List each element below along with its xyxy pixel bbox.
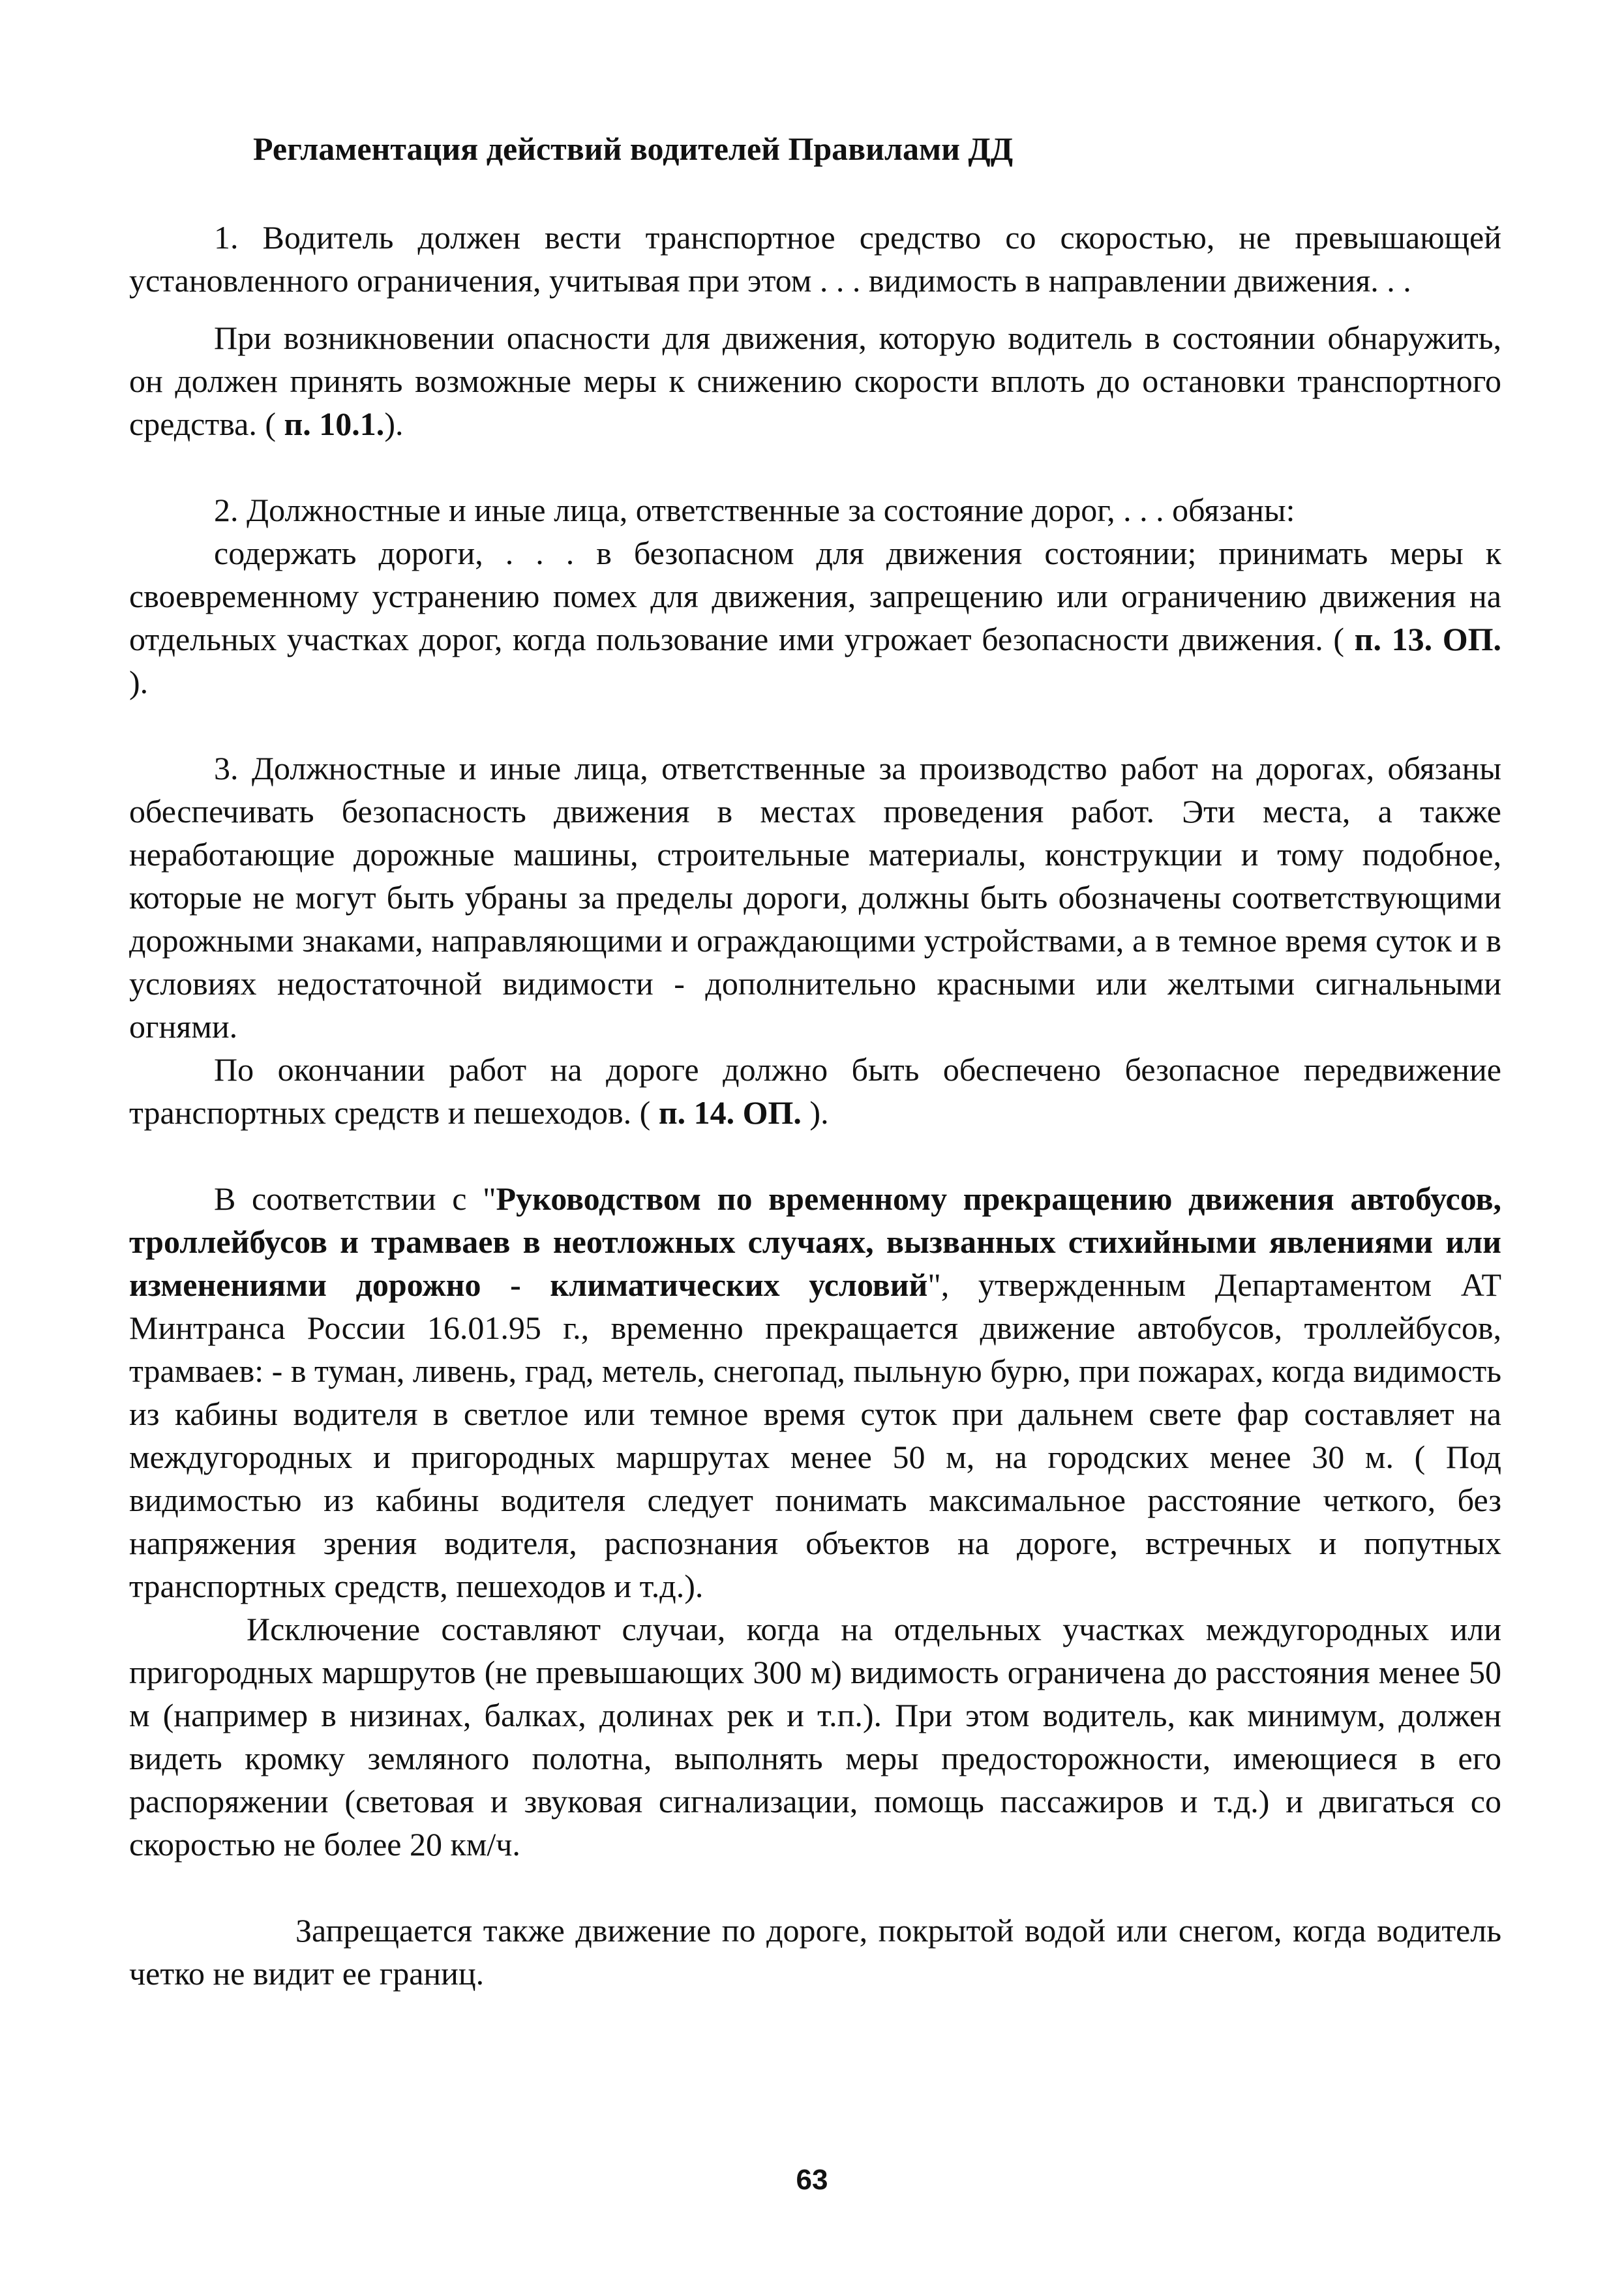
final-paragraph: Запрещается также движение по дороге, покрытой водой или снегом, когда водитель четко не видит ее границ. [129, 1912, 1501, 1992]
item-2-text: содержать дороги, . . . в безопасном для движения состоянии; принимать меры к своевременному устранению помех для движения, запрещению или ограничению движения на отдельных участках дорог, когда пользование ими угрожает безопасности движения. ( [129, 535, 1501, 657]
item-2-paragraph [129, 532, 1501, 704]
item-1-reference-end: ). [384, 406, 404, 442]
item-2-reference-end: ). [129, 664, 149, 700]
document-body [129, 127, 1501, 1995]
item-3-completion-text: По окончании работ на дороге должно быть обеспечено безопасное передвижение транспортных средств и пешеходов. ( [129, 1051, 1501, 1131]
item-1-danger-paragraph [129, 316, 1501, 445]
item-1-paragraph: 1. Водитель должен вести транспортное средство со скоростью, не превышающей установленного ограничения, учитывая при этом . . . видимость в направлении движения. . . [129, 219, 1501, 299]
item-3-paragraph: 3. Должностные и иные лица, ответственные за производство работ на дорогах, обязаны обеспечивать безопасность движения в местах проведения работ. Эти места, а также неработающие дорожные машины, строительные материалы, конструкции и тому подобное, которые не могут быть убраны за пределы дороги, должны быть обозначены соответствующими дорожными знаками, направляющими и ограждающими устройствами, а в темное время суток и в условиях недостаточной видимости - дополнительно красными или желтыми сигнальными огнями. [129, 750, 1501, 1045]
page-number: 63 [796, 2164, 828, 2196]
guide-lead: В соответствии с " [214, 1180, 496, 1217]
guide-title: Руководством по временному прекращению движения автобусов, троллейбусов и трамваев в неотложных случаях, вызванных стихийными явлениями или изменениями дорожно - климатических условий [129, 1180, 1501, 1303]
item-1-danger-text: При возникновении опасности для движения, которую водитель в состоянии обнаружить, он должен принять возможные меры к снижению скорости вплоть до остановки транспортного средства. ( [129, 320, 1501, 442]
item-3-reference-end: ). [801, 1094, 829, 1131]
item-3-reference: п. 14. ОП. [658, 1094, 802, 1131]
guide-text: ", утвержденным Департаментом АТ Минтранса России 16.01.95 г., временно прекращается движение автобусов, троллейбусов, трамваев: - в туман, ливень, град, метель, снегопад, пыльную бурю, при пожарах, когда видимость из кабины водителя в светлое или темное время суток при дальнем свете фар составляет на междугородных и пригородных маршрутах менее 50 м, на городских менее 30 м. ( Под видимостью из кабины водителя следует понимать максимальное расстояние четкого, без напряжения зрения водителя, распознания объектов на дороге, встречных и попутных транспортных средств, пешеходов и т.д.). [129, 1266, 1501, 1604]
item-2-heading: 2. Должностные и иные лица, ответственные за состояние дорог, . . . обязаны: [214, 492, 1295, 528]
exception-paragraph: Исключение составляют случаи, когда на отдельных участках междугородных или пригородных маршрутов (не превышающих 300 м) видимость ограничена до расстояния менее 50 м (например в низинах, балках, долинах рек и т.п.). При этом водитель, как минимум, должен видеть кромку земляного полотна, выполнять меры предосторожности, имеющиеся в его распоряжении (световая и звуковая сигнализации, помощь пассажиров и т.д.) и двигаться со скоростью не более 20 км/ч. [129, 1611, 1501, 1863]
item-2-reference: п. 13. ОП. [1354, 621, 1501, 657]
guide-paragraph [129, 1177, 1501, 1608]
page-title: Регламентация действий водителей Правилами ДД [253, 130, 1014, 167]
item-3-completion-paragraph [129, 1048, 1501, 1134]
item-1-reference: п. 10.1. [284, 406, 385, 442]
